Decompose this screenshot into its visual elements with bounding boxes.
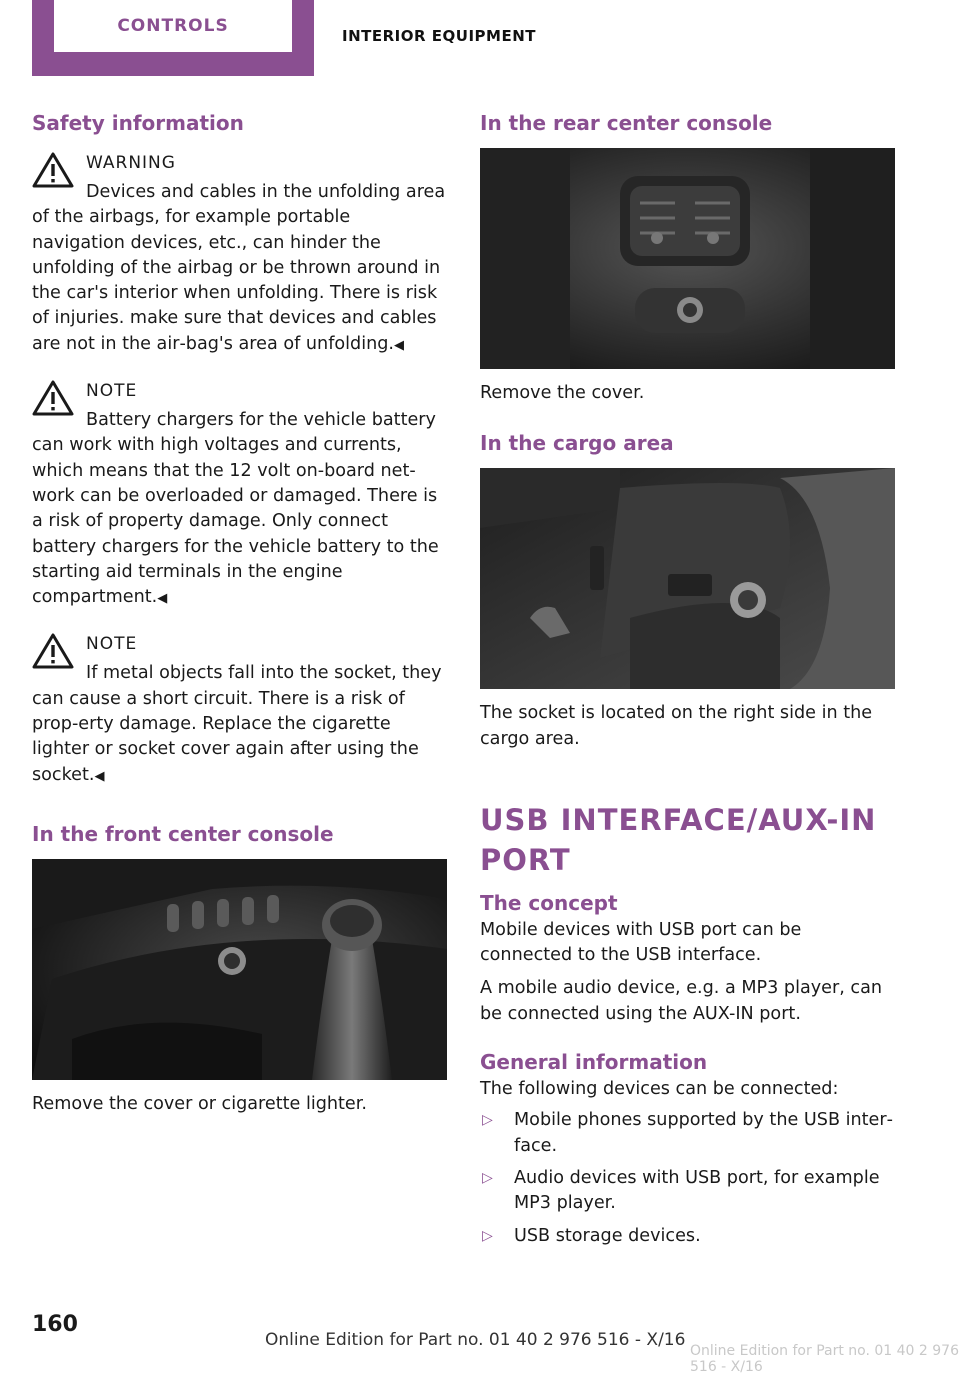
warning-triangle-icon — [32, 152, 74, 188]
front-console-photo — [32, 859, 447, 1080]
general-information-heading: General information — [480, 1050, 708, 1075]
end-mark: ◀ — [394, 337, 405, 353]
edition-footer: Online Edition for Part no. 01 40 2 976 516 - X/16 — [265, 1330, 686, 1350]
cargo-area-caption: The socket is located on the right side in the cargo area. — [480, 703, 873, 749]
triangle-right-icon: ▷ — [482, 1169, 493, 1186]
warning-triangle-icon — [32, 633, 74, 669]
chapter-tab-label: CONTROLS — [117, 16, 229, 36]
triangle-right-icon: ▷ — [482, 1227, 493, 1244]
note-text: If metal objects fall into the socket, they can cause a short circuit. There is a risk of prop‐erty damage. Replace the cigarette lighter or socket cover again after using the socket.◀ — [32, 663, 442, 785]
note-block-socket — [32, 629, 448, 788]
note-text: Battery chargers for the vehicle battery can work with high voltages and currents, which means that the 12 volt on-board net‐work can be overloaded or damaged. There is a risk of property damage. Only connect battery chargers for the vehicle battery to the starting aid terminals in the engine compartment.◀ — [32, 410, 439, 608]
concept-heading: The concept — [480, 890, 618, 915]
watermark: Online Edition for Part no. 01 40 2 976 516 - X/16 — [690, 1343, 959, 1375]
left-column — [32, 108, 448, 1117]
triangle-right-icon: ▷ — [482, 1112, 493, 1129]
end-mark: ◀ — [157, 591, 168, 607]
warning-label: WARNING — [86, 153, 176, 173]
right-column — [480, 108, 896, 1256]
front-console-caption: Remove the cover or cigarette lighter. — [32, 1093, 367, 1114]
note-label: NOTE — [86, 381, 138, 402]
warning-block — [32, 148, 448, 358]
warning-triangle-icon — [32, 380, 74, 416]
cargo-area-photo — [480, 468, 895, 689]
concept-paragraph-2: A mobile audio device, e.g. a MP3 player, can be connected using the AUX-IN port. — [480, 978, 883, 1024]
list-item: ▷ USB storage devices. — [480, 1224, 896, 1249]
rear-console-heading: In the rear center console — [480, 111, 773, 135]
list-item: ▷ Mobile phones supported by the USB inter‐face. — [482, 1110, 893, 1156]
chapter-tab-inner — [54, 0, 292, 52]
chapter-tab — [32, 0, 314, 76]
front-console-heading: In the front center console — [32, 821, 334, 846]
rear-console-photo — [480, 148, 895, 369]
note-block-battery — [32, 376, 448, 611]
concept-paragraph-1: Mobile devices with USB port can be connected to the USB interface. — [480, 919, 802, 966]
device-list — [480, 1108, 896, 1248]
general-intro: The following devices can be connected: — [480, 1079, 839, 1100]
page-number: 160 — [32, 1312, 78, 1337]
rear-console-caption: Remove the cover. — [480, 383, 645, 403]
cargo-area-heading: In the cargo area — [480, 431, 674, 456]
note-label: NOTE — [86, 634, 138, 655]
end-mark: ◀ — [94, 768, 105, 784]
list-item: ▷ Audio devices with USB port, for example MP3 player. — [482, 1167, 880, 1214]
warning-text: Devices and cables in the unfolding area of the airbags, for example portable navigation devices, etc., can hinder the unfolding of the airbag or be thrown around in the car's interior when unfolding. There is risk of injuries. make sure that devices and cables are not in the air‐bag's area of unfolding.◀ — [32, 182, 446, 354]
safety-information-heading: Safety information — [32, 111, 244, 135]
usb-interface-heading: USB INTERFACE/AUX-IN PORT — [480, 802, 877, 877]
section-header: INTERIOR EQUIPMENT — [342, 27, 536, 45]
